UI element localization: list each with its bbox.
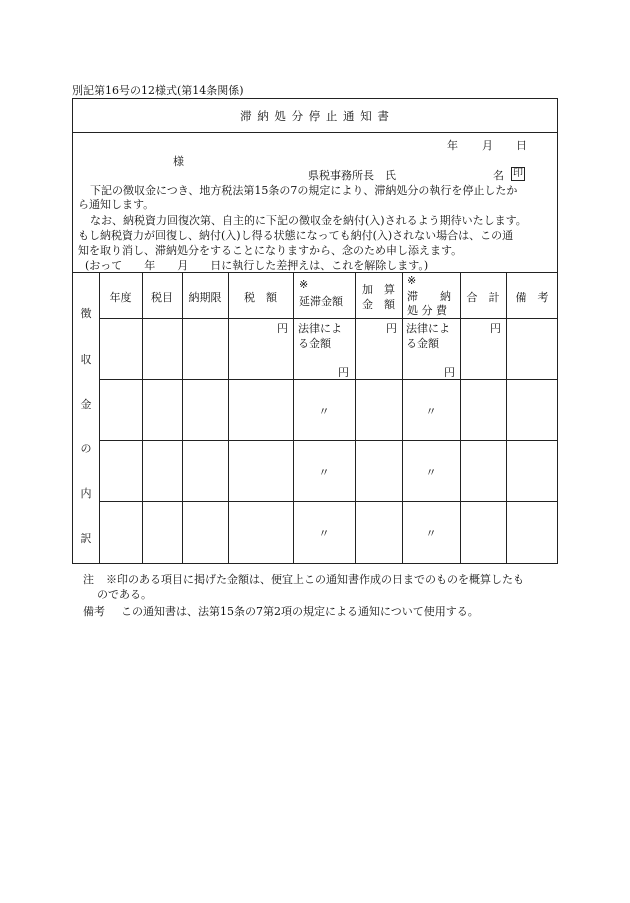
yen-late: 円 xyxy=(338,366,349,379)
title-divider xyxy=(72,132,558,133)
row-line xyxy=(99,440,558,441)
col-line xyxy=(460,272,461,564)
header-deadline: 納期限 xyxy=(188,291,222,304)
yen-total: 円 xyxy=(490,322,501,335)
header-add-line1: 加 算 xyxy=(362,283,395,296)
side-label-char: 収 xyxy=(80,353,92,366)
ditto-fee: 〃 xyxy=(425,466,437,479)
ditto-fee: 〃 xyxy=(425,527,437,540)
body-p2-line2: もし納税資力が回復し、納付(入)し得る状態になっても納付(入)されない場合は、この通 xyxy=(78,229,514,242)
col-line xyxy=(182,272,183,564)
form-reference: 別記第16号の12様式(第14条関係) xyxy=(72,84,244,97)
yen-fee: 円 xyxy=(444,366,455,379)
col-line xyxy=(228,272,229,564)
sender-office: 県税事務所長 氏 xyxy=(308,169,396,182)
date-year: 年 xyxy=(447,139,458,152)
header-tax-item: 税目 xyxy=(151,291,173,304)
yen-amount: 円 xyxy=(277,322,288,335)
date-month: 月 xyxy=(482,139,493,152)
side-label-char: の xyxy=(80,442,92,455)
seal-mark: 印 xyxy=(513,168,523,179)
ditto-late: 〃 xyxy=(318,527,330,540)
col-line xyxy=(99,272,100,564)
addressee-suffix: 様 xyxy=(173,155,184,168)
note-line2: のである。 xyxy=(97,588,152,601)
sender-name-label: 名 xyxy=(493,169,504,182)
header-fee-mark: ※ xyxy=(407,274,417,287)
body-p2-line1: なお、納税資力回復次第、自主的に下記の徴収金を納付(入)されるよう期待いたします。 xyxy=(90,214,527,227)
document-title: 滞 納 処 分 停 止 通 知 書 xyxy=(240,109,390,123)
side-label-char: 金 xyxy=(80,398,92,411)
side-label-char: 徴 xyxy=(80,307,92,320)
col-line xyxy=(142,272,143,564)
header-fee-line1: 滞 納 xyxy=(407,290,451,303)
yen-add: 円 xyxy=(386,322,397,335)
header-late: 延滞金額 xyxy=(299,295,343,308)
row-line xyxy=(99,379,558,380)
ditto-fee: 〃 xyxy=(425,405,437,418)
legal-fee-line2: る金額 xyxy=(406,337,439,350)
body-p1-line2: ら通知します。 xyxy=(78,198,155,211)
row-line xyxy=(99,318,558,319)
header-fee-line2: 処 分 費 xyxy=(407,304,447,317)
row-line xyxy=(99,501,558,502)
remark-text: この通知書は、法第15条の7第2項の規定による通知について使用する。 xyxy=(121,605,479,618)
date-day: 日 xyxy=(516,139,527,152)
body-p1-line1: 下記の徴収金につき、地方税法第15条の7の規定により、滞納処分の執行を停止したか xyxy=(90,184,518,197)
header-total: 合 計 xyxy=(466,291,500,304)
note-label: 注 xyxy=(83,573,94,586)
note-line1: ※印のある項目に掲げた金額は、便宜上この通知書作成の日までのものを概算したも xyxy=(106,573,524,586)
col-line xyxy=(506,272,507,564)
header-amount: 税 額 xyxy=(244,291,277,304)
remark-label: 備考 xyxy=(83,605,105,618)
legal-amount-line1: 法律によ xyxy=(298,322,342,335)
header-remarks: 備 考 xyxy=(515,291,549,304)
header-year: 年度 xyxy=(109,291,132,304)
col-line xyxy=(355,272,356,564)
legal-amount-line2: る金額 xyxy=(298,337,331,350)
side-label-char: 内 xyxy=(80,487,92,500)
header-late-mark: ※ xyxy=(299,278,309,291)
ditto-late: 〃 xyxy=(318,405,330,418)
legal-fee-line1: 法律によ xyxy=(406,322,450,335)
body-p3: (おって 年 月 日に執行した差押えは、これを解除します。) xyxy=(85,259,429,272)
body-p2-line3: 知を取り消し、滞納処分をすることになりますから、念のため申し添えます。 xyxy=(78,244,463,257)
ditto-late: 〃 xyxy=(318,466,330,479)
table-top-border xyxy=(72,272,558,273)
header-add-line2: 金 額 xyxy=(362,298,395,311)
side-label-char: 訳 xyxy=(80,532,92,545)
